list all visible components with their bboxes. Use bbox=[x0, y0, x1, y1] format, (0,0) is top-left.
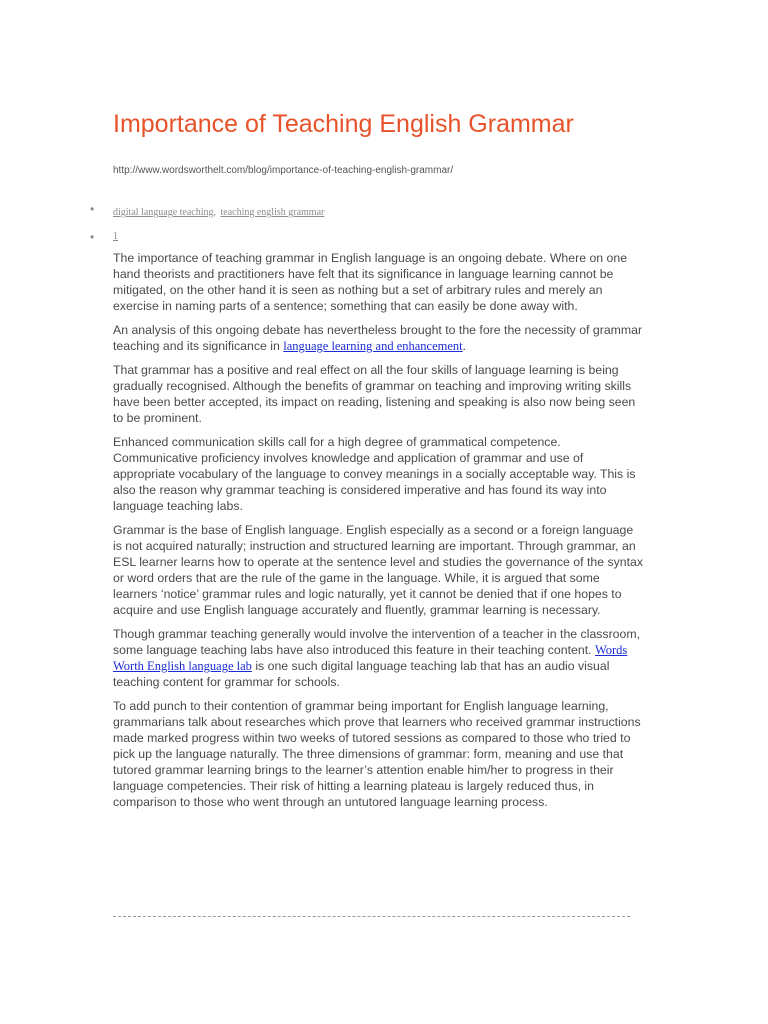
paragraph-6 bbox=[113, 626, 645, 690]
page-title: Importance of Teaching English Grammar bbox=[113, 110, 574, 138]
paragraph-3: That grammar has a positive and real effect on all the four skills of language learning is being gradually recognised. Although the benefits of grammar on teaching and improving writing skills have been better accepted, its impact on reading, listening and speaking is also now being seen to be prominent. bbox=[113, 363, 636, 425]
paragraph-1: The importance of teaching grammar in English language is an ongoing debate. Where on one hand theorists and practitioners have felt that its significance in language learning cannot be mitigated, on the other hand it is seen as nothing but a set of arbitrary rules and merely an exercise in naming parts of a sentence; something that can easily be done away with. bbox=[113, 251, 628, 313]
paragraph-2 bbox=[113, 322, 645, 354]
bullet-icon: • bbox=[90, 202, 95, 216]
paragraph-6-text: Though grammar teaching generally would involve the intervention of a teacher in the classroom, some language teaching labs have also introduced this feature in their teaching content. bbox=[113, 627, 641, 657]
article-body bbox=[113, 250, 645, 818]
comments-list-item bbox=[90, 230, 118, 244]
bullet-icon: • bbox=[90, 230, 95, 244]
paragraph-6-end: is one such digital language teaching lab that has an audio visual teaching content for grammar for schools. bbox=[113, 659, 610, 689]
paragraph-2-end: . bbox=[462, 339, 467, 353]
tag-link-digital-language-teaching[interactable]: digital language teaching bbox=[113, 207, 214, 218]
tag-link-teaching-english-grammar[interactable]: teaching english grammar bbox=[220, 207, 325, 218]
paragraph-7: To add punch to their contention of grammar being important for English language learning, grammarians talk about researches which prove that learners who received grammar instructions made marked progress within two weeks of tutored sessions as compared to those who tried to pick up the language naturally. The three dimensions of grammar: form, meaning and use that tutored grammar learning brings to the learner’s attention enable him/her to progress in their language competencies. Their risk of hitting a learning plateau is largely reduced thus, in comparison to those who went through an untutored language learning process. bbox=[113, 699, 641, 809]
tags-list-item bbox=[90, 202, 324, 220]
comment-count-link[interactable]: 1 bbox=[113, 231, 118, 242]
dashed-divider bbox=[113, 916, 630, 917]
tag-separator: , bbox=[213, 207, 217, 218]
paragraph-5: Grammar is the base of English language. English especially as a second or a foreign language is not acquired naturally; instruction and structured learning are important. Through grammar, an ESL learner learns how to operate at the sentence level and studies the governance of the syntax or word orders that are the rule of the game in the language. While, it is argued that some learners ‘notice’ grammar rules and logic naturally, yet it cannot be denied that if one hopes to acquire and use English language accurately and fluently, grammar learning is necessary. bbox=[113, 523, 644, 617]
paragraph-4: Enhanced communication skills call for a high degree of grammatical competence. Communicative proficiency involves knowledge and application of grammar and use of appropriate vocabulary of the language to convey meanings in a socially acceptable way. This is also the reason why grammar teaching is considered imperative and has found its way into language teaching labs. bbox=[113, 435, 636, 513]
source-url: http://www.wordsworthelt.com/blog/importance-of-teaching-english-grammar/ bbox=[113, 165, 454, 176]
words-worth-lab-link[interactable]: Words Worth English language lab bbox=[113, 643, 628, 673]
language-learning-link[interactable]: language learning and enhancement bbox=[283, 339, 463, 353]
paragraph-2-text: An analysis of this ongoing debate has nevertheless brought to the fore the necessity of grammar teaching and its significance in bbox=[113, 323, 643, 353]
